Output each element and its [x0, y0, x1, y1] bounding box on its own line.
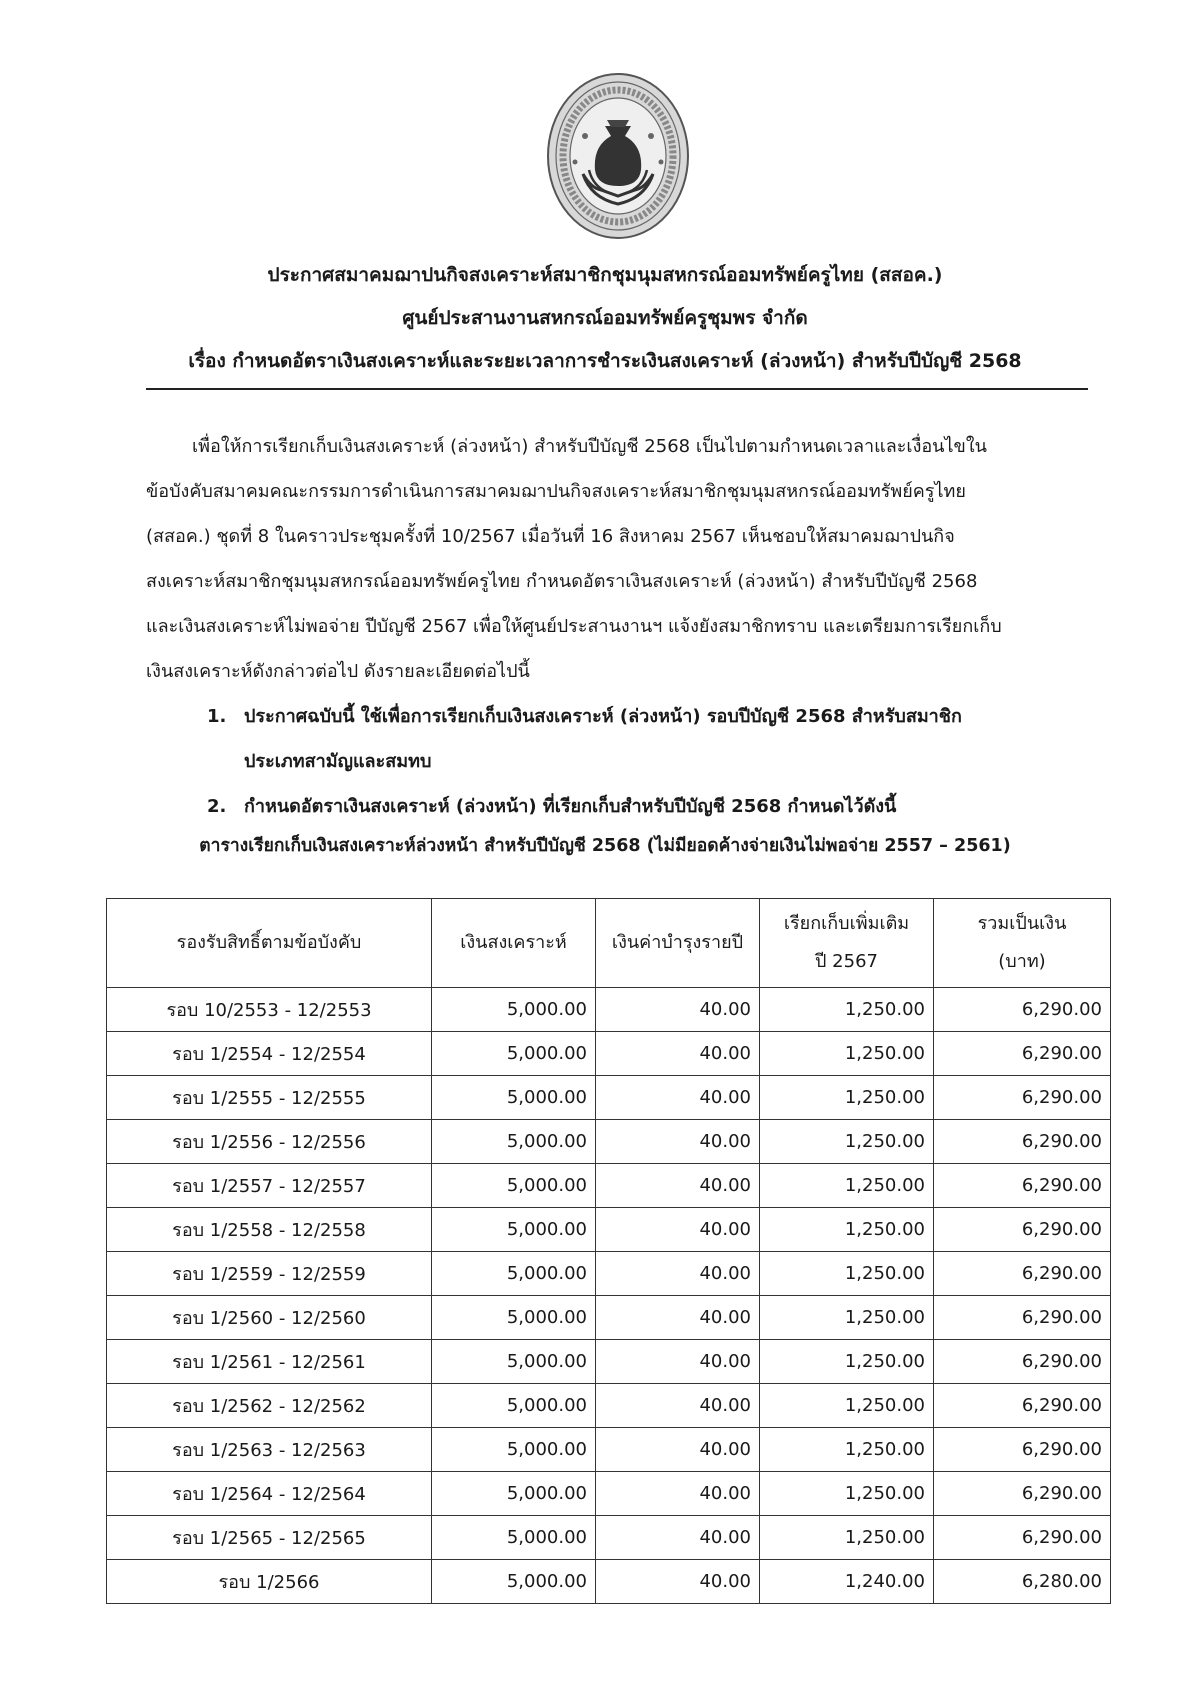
col-header-total — [934, 899, 1111, 988]
cell-total: 6,290.00 — [934, 988, 1111, 1032]
cell-round: รอบ 1/2559 - 12/2559 — [107, 1252, 432, 1296]
cell-extra: 1,240.00 — [760, 1560, 934, 1604]
col-header-total-line1: รวมเป็นเงิน — [977, 913, 1067, 934]
cell-total: 6,290.00 — [934, 1384, 1111, 1428]
cell-extra: 1,250.00 — [760, 1428, 934, 1472]
cell-fee: 40.00 — [596, 1384, 760, 1428]
cell-fee: 40.00 — [596, 1208, 760, 1252]
cell-aid: 5,000.00 — [432, 1516, 596, 1560]
cell-round: รอบ 1/2556 - 12/2556 — [107, 1120, 432, 1164]
cell-total: 6,290.00 — [934, 1516, 1111, 1560]
cell-fee: 40.00 — [596, 1252, 760, 1296]
announcement-center-name: ศูนย์ประสานงานสหกรณ์ออมทรัพย์ครูชุมพร จำกัด — [402, 307, 808, 329]
cell-round: รอบ 1/2565 - 12/2565 — [107, 1516, 432, 1560]
item-1-number: 1. — [207, 706, 227, 727]
body-line: เพื่อให้การเรียกเก็บเงินสงเคราะห์ (ล่วงหน้า) สำหรับปีบัญชี 2568 เป็นไปตามกำหนดเวลาและเงื่อนไขใน — [192, 436, 987, 457]
cell-total: 6,290.00 — [934, 1208, 1111, 1252]
col-header-extra-line2: ปี 2567 — [815, 951, 878, 972]
cell-total: 6,290.00 — [934, 1252, 1111, 1296]
cell-extra: 1,250.00 — [760, 1076, 934, 1120]
col-header-extra-line1: เรียกเก็บเพิ่มเติม — [783, 913, 910, 934]
cell-aid: 5,000.00 — [432, 1296, 596, 1340]
cell-aid: 5,000.00 — [432, 1560, 596, 1604]
cell-fee: 40.00 — [596, 1472, 760, 1516]
contribution-rate-table — [106, 898, 1111, 1604]
cell-aid: 5,000.00 — [432, 1076, 596, 1120]
table-row — [107, 1428, 1111, 1472]
body-line: (สสอค.) ชุดที่ 8 ในคราวประชุมครั้งที่ 10/2567 เมื่อวันที่ 16 สิงหาคม 2567 เห็นชอบให้สมาคมฌาปนกิจ — [146, 526, 955, 547]
cell-fee: 40.00 — [596, 1340, 760, 1384]
body-line: เงินสงเคราะห์ดังกล่าวต่อไป ดังรายละเอียดต่อไปนี้ — [146, 661, 530, 682]
cell-total: 6,290.00 — [934, 1120, 1111, 1164]
table-row — [107, 1252, 1111, 1296]
item-1-continuation: ประเภทสามัญและสมทบ — [244, 751, 432, 772]
cell-extra: 1,250.00 — [760, 1032, 934, 1076]
cell-aid: 5,000.00 — [432, 1472, 596, 1516]
col-header-total-line2: (บาท) — [998, 951, 1046, 972]
table-row — [107, 1384, 1111, 1428]
cell-aid: 5,000.00 — [432, 988, 596, 1032]
table-header-row — [107, 899, 1111, 988]
cell-total: 6,290.00 — [934, 1296, 1111, 1340]
cell-round: รอบ 1/2563 - 12/2563 — [107, 1428, 432, 1472]
cell-aid: 5,000.00 — [432, 1384, 596, 1428]
table-row — [107, 1560, 1111, 1604]
cell-aid: 5,000.00 — [432, 1164, 596, 1208]
table-row — [107, 1076, 1111, 1120]
table-caption: ตารางเรียกเก็บเงินสงเคราะห์ล่วงหน้า สำหรับปีบัญชี 2568 (ไม่มียอดค้างจ่ายเงินไม่พอจ่าย 2557 – 2561) — [199, 836, 1011, 856]
table-row — [107, 1032, 1111, 1076]
cell-fee: 40.00 — [596, 1076, 760, 1120]
body-line: และเงินสงเคราะห์ไม่พอจ่าย ปีบัญชี 2567 เพื่อให้ศูนย์ประสานงานฯ แจ้งยังสมาชิกทราบ และเตรียมการเรียกเก็บ — [146, 616, 1002, 637]
item-1-text: ประกาศฉบับนี้ ใช้เพื่อการเรียกเก็บเงินสงเคราะห์ (ล่วงหน้า) รอบปีบัญชี 2568 สำหรับสมาชิก — [244, 706, 962, 727]
col-header-aid: เงินสงเคราะห์ — [432, 899, 596, 988]
cell-round: รอบ 1/2554 - 12/2554 — [107, 1032, 432, 1076]
cell-fee: 40.00 — [596, 1120, 760, 1164]
cell-extra: 1,250.00 — [760, 1516, 934, 1560]
table-row — [107, 1120, 1111, 1164]
association-seal-icon — [545, 70, 691, 242]
table-row — [107, 1164, 1111, 1208]
cell-total: 6,290.00 — [934, 1428, 1111, 1472]
cell-total: 6,290.00 — [934, 1076, 1111, 1120]
cell-round: รอบ 1/2561 - 12/2561 — [107, 1340, 432, 1384]
body-line: สงเคราะห์สมาชิกชุมนุมสหกรณ์ออมทรัพย์ครูไทย กำหนดอัตราเงินสงเคราะห์ (ล่วงหน้า) สำหรับปีบัญชี 2568 — [146, 571, 978, 592]
cell-total: 6,290.00 — [934, 1164, 1111, 1208]
cell-aid: 5,000.00 — [432, 1340, 596, 1384]
cell-round: รอบ 10/2553 - 12/2553 — [107, 988, 432, 1032]
cell-extra: 1,250.00 — [760, 1164, 934, 1208]
cell-fee: 40.00 — [596, 1428, 760, 1472]
table-row — [107, 1516, 1111, 1560]
cell-fee: 40.00 — [596, 1032, 760, 1076]
item-2-text: กำหนดอัตราเงินสงเคราะห์ (ล่วงหน้า) ที่เรียกเก็บสำหรับปีบัญชี 2568 กำหนดไว้ดังนี้ — [244, 796, 897, 817]
cell-fee: 40.00 — [596, 1164, 760, 1208]
cell-extra: 1,250.00 — [760, 1120, 934, 1164]
announcement-title: ประกาศสมาคมฌาปนกิจสงเคราะห์สมาชิกชุมนุมสหกรณ์ออมทรัพย์ครูไทย (สสอค.) — [267, 264, 943, 286]
cell-total: 6,290.00 — [934, 1032, 1111, 1076]
col-header-extra — [760, 899, 934, 988]
item-2-number: 2. — [207, 796, 227, 817]
cell-total: 6,290.00 — [934, 1472, 1111, 1516]
cell-fee: 40.00 — [596, 1560, 760, 1604]
cell-fee: 40.00 — [596, 1296, 760, 1340]
table-row — [107, 1208, 1111, 1252]
cell-total: 6,290.00 — [934, 1340, 1111, 1384]
col-header-fee: เงินค่าบำรุงรายปี — [596, 899, 760, 988]
col-header-round: รองรับสิทธิ์ตามข้อบังคับ — [107, 899, 432, 988]
cell-round: รอบ 1/2560 - 12/2560 — [107, 1296, 432, 1340]
cell-aid: 5,000.00 — [432, 1032, 596, 1076]
cell-round: รอบ 1/2557 - 12/2557 — [107, 1164, 432, 1208]
table-row — [107, 988, 1111, 1032]
table-row — [107, 1472, 1111, 1516]
cell-extra: 1,250.00 — [760, 1340, 934, 1384]
cell-extra: 1,250.00 — [760, 1472, 934, 1516]
cell-total: 6,280.00 — [934, 1560, 1111, 1604]
cell-extra: 1,250.00 — [760, 1208, 934, 1252]
cell-fee: 40.00 — [596, 988, 760, 1032]
cell-extra: 1,250.00 — [760, 988, 934, 1032]
cell-round: รอบ 1/2555 - 12/2555 — [107, 1076, 432, 1120]
cell-round: รอบ 1/2562 - 12/2562 — [107, 1384, 432, 1428]
cell-extra: 1,250.00 — [760, 1252, 934, 1296]
cell-aid: 5,000.00 — [432, 1120, 596, 1164]
cell-round: รอบ 1/2566 — [107, 1560, 432, 1604]
body-line: ข้อบังคับสมาคมคณะกรรมการดำเนินการสมาคมฌาปนกิจสงเคราะห์สมาชิกชุมนุมสหกรณ์ออมทรัพย์ครูไทย — [146, 481, 966, 502]
cell-extra: 1,250.00 — [760, 1384, 934, 1428]
cell-aid: 5,000.00 — [432, 1428, 596, 1472]
cell-aid: 5,000.00 — [432, 1252, 596, 1296]
table-row — [107, 1340, 1111, 1384]
table-row — [107, 1296, 1111, 1340]
cell-extra: 1,250.00 — [760, 1296, 934, 1340]
cell-fee: 40.00 — [596, 1516, 760, 1560]
announcement-subject: เรื่อง กำหนดอัตราเงินสงเคราะห์และระยะเวลาการชำระเงินสงเคราะห์ (ล่วงหน้า) สำหรับปีบัญชี 2568 — [188, 350, 1022, 372]
cell-aid: 5,000.00 — [432, 1208, 596, 1252]
header-divider — [146, 388, 1088, 390]
cell-round: รอบ 1/2558 - 12/2558 — [107, 1208, 432, 1252]
cell-round: รอบ 1/2564 - 12/2564 — [107, 1472, 432, 1516]
